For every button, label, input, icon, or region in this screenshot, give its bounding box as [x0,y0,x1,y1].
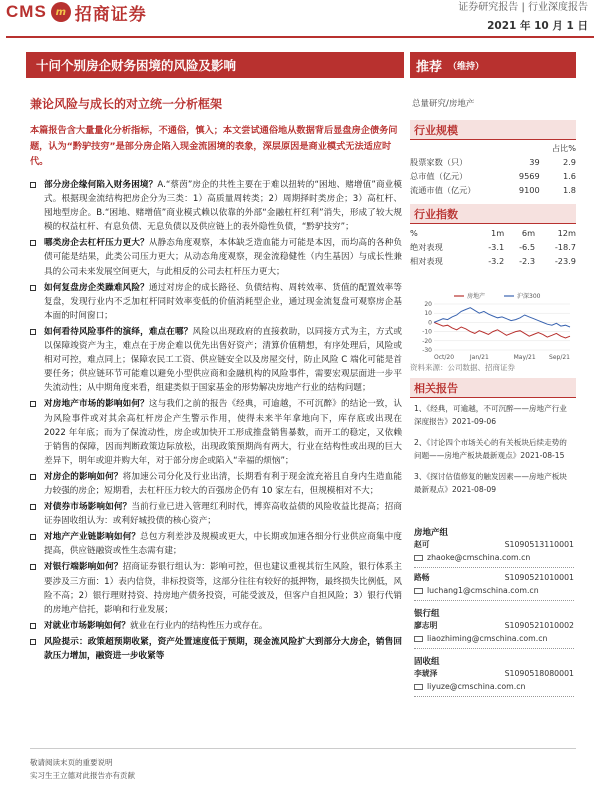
y-tick-label: -20 [422,337,432,345]
related-report-item[interactable]: 1、《经典，可逾越，不可沉醉——房地产行业深度报告》2021-09-06 [414,404,567,426]
report-title-text: 十问个别房企财务困境的风险及影响 [36,58,237,73]
analyst-list [414,520,574,700]
col-header: % [410,228,418,238]
logo-text-cn: 招商证券 [74,4,147,25]
bullet-heading: 哪类房企去杠杆压力更大？ [44,238,149,249]
col-header: 6m [521,228,536,238]
sector-label: 总量研究/房地产 [412,99,475,109]
row-value: 39 [529,157,540,167]
industry-scale-head: 行业规模 [410,120,576,140]
chart-grid [434,304,570,350]
team-name: 房地产组 [414,528,449,538]
envelope-icon [414,588,423,594]
industry-index-head: 行业指数 [410,204,576,224]
bullet-heading: 如何看待风险事件的演绎，难点在哪？ [44,326,193,337]
analyst-id: S1090513110001 [504,540,574,549]
col-header: 1m [490,228,505,238]
industry-index-table [410,226,576,268]
y-tick-label: -30 [422,347,432,354]
table-row [410,169,576,183]
index-line-chart [414,292,574,362]
bullet-item [30,530,402,558]
x-tick-label: Jan/21 [469,354,489,361]
envelope-icon [414,636,423,642]
footer-divider [30,748,576,749]
legend-label: 房地产 [467,293,486,300]
x-tick-label: Sep/21 [549,354,570,361]
bullet-body: 从静态角度观察，本体缺乏造血能力可能是本因，而均高的各种负债可能是结果，此类公司压力更大；从动态角度观察，现金流稳健性（内生基因）与成长性兼具的公司未来发展空间更大，与此相反的公司去杠杆压力更大； [44,238,402,277]
bullet-item [30,325,402,395]
related-report-item[interactable]: 3、《探讨估值修复的触发因素——房地产板块最新观点》2021-08-09 [414,472,567,494]
series-line-1 [434,308,570,327]
analyst-email-row [414,680,574,693]
bullet-heading: 对房地产市场的影响如何？ [44,399,149,410]
bullet-heading: 风险提示： [44,636,88,647]
chart-legend [454,292,541,300]
bullet-body: 通过对房企的成长路径、负债结构、周转效率、货值的配置效率等复盘，发现行业内不乏加杠杆同时效率变低的价值消耗型企业，通过现金流复盘可观察房企基本面的时间窗口； [44,282,402,321]
divider [414,600,574,601]
row-value: 9100 [518,185,540,195]
x-tick-label: May/21 [513,354,536,361]
analyst-email[interactable]: zhaoke@cmschina.com.cn [427,553,531,562]
company-logo [6,0,206,24]
report-meta [458,0,588,34]
pct-header: 占比% [551,142,576,153]
bullet-body: 将加速公司分化及行业出清，长期看有利于现金流充裕且自身内生造血能力较强的房企；短期看，去杠杆压力较大的百强房企仍有 10 家左右，但规模相对不大； [44,471,402,496]
row-pct: 1.8 [562,185,576,195]
rating-label: 推荐 [416,59,443,75]
related-reports-head: 相关报告 [410,378,576,398]
row-value: -18.7 [554,242,576,252]
bullet-item [30,635,402,663]
related-report-item[interactable]: 2、《讨论四个市场关心的有关板块后续走势的问题——房地产板块最新观点》2021-08-15 [414,438,567,460]
bullet-item [30,236,402,278]
col-header: 12m [557,228,576,238]
analyst-email[interactable]: liaozhiming@cmschina.com.cn [427,634,548,643]
report-title [26,52,404,78]
analyst-row [414,538,574,551]
footer-disclaimer: 敬请阅读末页的重要说明 [30,758,113,767]
footer-note: 实习生王立德对此报告亦有贡献 [30,771,135,780]
divider [414,567,574,568]
analyst-row [414,571,574,584]
row-value: -6.5 [519,242,536,252]
bullet-heading: 对银行端影响如何？ [44,562,123,573]
row-value: -3.2 [488,256,505,266]
analyst-id: S1090518080001 [504,669,574,678]
bullet-body: 当前行业已进入管理红利时代，博弈高收益债的风险收益比提高；招商证券固收组认为：或利好城投债的核心资产； [44,502,402,527]
team-name: 固收组 [414,657,440,667]
analyst-id: S1090521010002 [504,621,574,630]
chart-x-ticks [434,354,570,361]
bullet-item [30,397,402,467]
analyst-email-row [414,584,574,597]
bullet-body: 风险以出现政府的直接救助，以同接方式为主，方式或以保障竣资产为主，难点在于房企难以优先出售好资产；清算价值精想，有序处理后，风险或相对可控，难点同上；保障农民工工资、供应链安全以及房屋交付，防止风险 C 端化可能是首要任务；供应链环节可能难以避免小型供应商和金融机构的风险事件，需要宏观层面进一步平失流动性；从中期角度来看，组建类似于国家基金的形势解决房地产行业的结构问题； [44,326,402,394]
rating-bar [410,52,576,78]
row-label: 流通市值（亿元） [410,184,476,195]
bullet-item [30,178,402,234]
row-pct: 1.6 [562,171,576,181]
bullet-body: 政策超预期收紧，资产处置速度低于预期，现金流风险扩大到部分大房企，销售回款压力增加，融资进一步收紧等 [44,636,402,661]
envelope-icon [414,555,423,561]
rating-sub: （维持） [448,61,485,72]
table-row [410,240,576,254]
bullet-heading: 对房企的影响如何？ [44,471,123,482]
bullet-item [30,470,402,498]
row-pct: 2.9 [562,157,576,167]
analyst-id: S1090521010001 [504,573,574,582]
analyst-email-row [414,632,574,645]
analyst-email[interactable]: luchang1@cmschina.com.cn [427,586,539,595]
legend-label: 沪深300 [517,293,541,300]
analyst-name: 李琥泽 [414,669,438,678]
bullet-body: 这与我们之前的报告《经典，可逾越，不可沉醉》的结论一致，认为风险事件或对其余高杠杆房企产生警示作用，使得未来半年拿地向下，库存底或出现在 2022 年年底；而为了保流动性，房企或加快开工形成推盘销售暴数，而开工的稳定，又依赖于销售的保障，因而判断政策边际放松，出现政策预期尚有两大，行业在结构性或出现的巨大差异下，明年或迎并购大年，对于部分房企或陷入“幸福的烦恼”； [44,399,402,466]
y-tick-label: 20 [424,301,432,308]
bullet-item [30,281,402,323]
team-name: 银行组 [414,609,440,619]
analyst-name: 廖志明 [414,621,438,630]
bullet-body: 总包方利差涉及规模或更大，中长期或加速各细分行业供应商集中度提高，供应链融资或性生态需有建； [44,532,402,557]
row-label: 总市值（亿元） [410,170,468,181]
report-subtitle: 兼论风险与成长的对立统一分析框架 [30,97,223,111]
chart-source: 资料来源：公司数据、招商证券 [410,363,515,372]
analyst-name: 路畅 [414,573,430,582]
bullet-body: 招商证券银行组认为：影响可控，但也建议重视其衍生风险，银行体系主要涉及三方面：1）表内信贷，非标投资等，这部分往往有较好的抵押物，最终损失比例低，风险不高；2）银行理财持资、持房地产债务投资，可能受波及，但客户自担风险；3）银行代销的房地产信托，影响和行业发展； [44,562,402,615]
row-label: 股票家数（只） [410,156,468,167]
bullet-heading: 对地产产业链影响如何？ [44,532,141,543]
y-tick-label: 0 [428,319,432,327]
logo-seal-icon: m [51,2,71,22]
header-divider [6,36,594,38]
chart-lines [434,308,570,338]
row-label: 相对表现 [410,255,443,266]
bullet-list [30,178,402,665]
analyst-name: 赵可 [414,540,430,549]
bullet-heading: 部分房企缘何陷入财务困境？ [44,180,158,190]
table-row [410,155,576,169]
divider [414,648,574,649]
analyst-email-row [414,551,574,564]
bullet-heading: 如何复盘房企类躁难风险？ [44,282,149,293]
row-value: -3.1 [488,242,505,252]
row-value: 9569 [518,171,540,181]
bullet-item [30,560,402,616]
y-tick-label: 10 [424,310,432,318]
row-value: -23.9 [554,256,576,266]
envelope-icon [414,684,423,690]
footer [30,756,135,782]
bullet-body: A.“蔡茵”房企的共性主要在于难以扭转的“困地、赌增值”商业模式。根据现金流结构把房企分为三类：1）高质量周转类；2）周期择时类房企；3）高杠杆、囤地型房企。B.“困地、赌增值”商业模式赖以依靠的外部“金融杠杆红利”消失，形成了较大规模的权益杠杆、有息负债、无息负债以及供应链上的表外隐性负债，“黔驴技穷”； [44,180,402,233]
logo-text-en: CMS [6,2,47,21]
report-date: 2021 年 10 月 1 日 [487,20,588,32]
bullet-item [30,500,402,528]
bullet-heading: 对就业市场影响如何？ [44,620,130,631]
abstract: 本篇报告含大量量化分析指标，不通俗，慎入；本文尝试通俗地从数据背后显盘房企债务问题，认为“黔驴技穷”是部分房企陷入现金流困境的表象，深层原因是商业模式无法适应时代。 [30,125,398,167]
y-tick-label: -10 [422,328,432,336]
row-label: 绝对表现 [410,241,443,252]
bullet-item [30,619,402,633]
bullet-body: 就业在行业内的结构性压力或存在。 [129,620,268,631]
industry-scale-table [410,141,576,197]
table-row [410,254,576,268]
row-value: -2.3 [519,256,536,266]
table-row [410,183,576,197]
divider [414,696,574,697]
x-tick-label: Oct/20 [434,354,455,361]
analyst-row [414,619,574,632]
bullet-heading: 对债券市场影响如何？ [44,502,132,513]
related-reports-list [414,402,574,504]
chart-y-ticks [422,301,432,354]
analyst-row [414,667,574,680]
report-type: 证券研究报告 | 行业深度报告 [458,2,588,13]
analyst-email[interactable]: liyuze@cmschina.com.cn [427,682,526,691]
